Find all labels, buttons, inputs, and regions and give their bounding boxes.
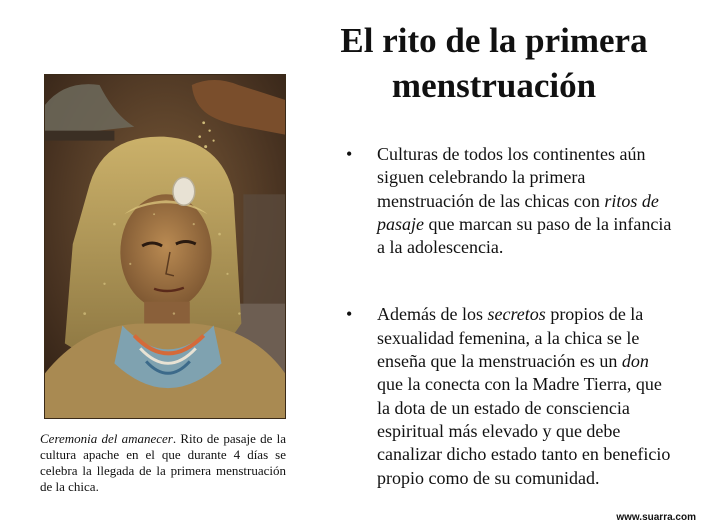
- caption-ceremony-name: Ceremonia del amanecer: [40, 431, 173, 446]
- bullet-list: [336, 143, 678, 490]
- bullet-marker: •: [346, 304, 353, 325]
- footer-url: www.suarra.com: [616, 512, 696, 523]
- bullet-text: que la conecta con la Madre Tierra, que la dota de un estado de consciencia espiritual más elevado y que debe canalizar dicho estado tanto en beneficio propio como de su comunidad.: [377, 374, 671, 488]
- bullet-text: Además de los: [377, 304, 488, 325]
- bullet-text: Culturas de todos los continentes aún siguen celebrando la primera menstruación de las chicas con: [377, 144, 646, 211]
- bullet-text: propios de la sexualidad femenina, a la chica se le enseña que la menstruación es un: [377, 304, 644, 372]
- bullet-emphasis: secretos: [487, 304, 546, 325]
- slide-title-line1: El rito de la primera: [340, 21, 648, 60]
- bullet-text: que marcan su paso de la infancia a la adolescencia.: [377, 213, 672, 258]
- ceremony-photo: [44, 74, 286, 419]
- bullet-emphasis: don: [621, 351, 649, 372]
- bullet-emphasis: ritos de pasaje: [377, 190, 659, 234]
- caption-description: . Rito de pasaje de la cultura apache en el que durante 4 días se celebra la llegada de la primera menstruación de la chica.: [40, 431, 286, 494]
- bullet-item-teachings: [336, 303, 678, 489]
- ceremony-photo-illustration: [45, 75, 285, 418]
- slide-title: [300, 18, 688, 108]
- bullet-marker: •: [346, 144, 353, 164]
- bullet-item-cultures: [336, 143, 678, 259]
- photo-caption: [40, 431, 286, 495]
- slide-title-line2: menstruación: [391, 66, 597, 105]
